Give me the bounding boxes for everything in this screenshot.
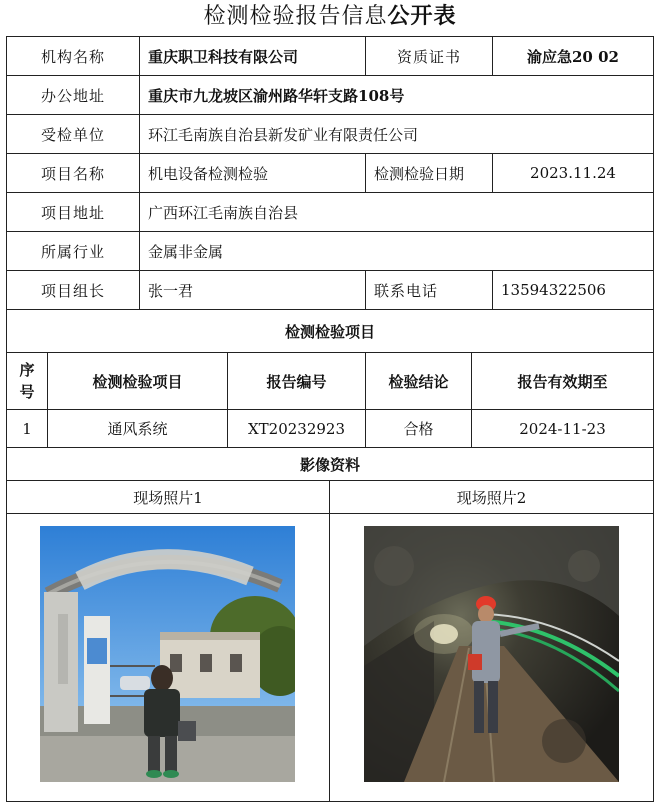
photos-section-title: 影像资料 <box>6 447 654 481</box>
col-header-valid: 报告有效期至 <box>471 352 654 410</box>
table-cell-report: XT20232923 <box>227 409 366 448</box>
phone-value: 13594322506 <box>492 270 654 310</box>
info-table <box>6 36 654 802</box>
col-header-no-1: 序 <box>19 361 35 379</box>
project-value: 机电设备检测检验 <box>139 153 366 193</box>
org-value: 重庆职卫科技有限公司 <box>139 36 366 76</box>
cert-label: 资质证书 <box>365 36 493 76</box>
phone-label: 联系电话 <box>365 270 493 310</box>
title-normal: 检测检验报告信息 <box>203 4 388 29</box>
leader-value: 张一君 <box>139 270 366 310</box>
col-header-conclusion: 检验结论 <box>365 352 472 410</box>
site-photo-2 <box>364 526 619 782</box>
project-label: 项目名称 <box>6 153 140 193</box>
leader-label: 项目组长 <box>6 270 140 310</box>
client-label: 受检单位 <box>6 114 140 154</box>
table-cell-valid: 2024-11-23 <box>471 409 654 448</box>
date-label: 检测检验日期 <box>365 153 493 193</box>
col-header-report: 报告编号 <box>227 352 366 410</box>
addr-label: 办公地址 <box>6 75 140 115</box>
photo2-label: 现场照片2 <box>329 480 654 514</box>
site-photo-1 <box>40 526 295 782</box>
col-header-no-2: 号 <box>19 383 35 401</box>
col-header-item: 检测检验项目 <box>47 352 228 410</box>
table-cell-no: 1 <box>6 409 48 448</box>
table-cell-conclusion: 合格 <box>365 409 472 448</box>
photo1-label: 现场照片1 <box>6 480 330 514</box>
site-value: 广西环江毛南族自治县 <box>139 192 654 232</box>
industry-label: 所属行业 <box>6 231 140 271</box>
items-section-title: 检测检验项目 <box>6 309 654 353</box>
table-cell-item: 通风系统 <box>47 409 228 448</box>
industry-value: 金属非金属 <box>139 231 654 271</box>
col-header-no <box>6 352 48 410</box>
org-label: 机构名称 <box>6 36 140 76</box>
title-bold: 公开表 <box>387 3 457 29</box>
addr-value: 重庆市九龙坡区渝州路华轩支路108号 <box>139 75 654 115</box>
page-title <box>0 0 660 34</box>
cert-value: 渝应急20 02 <box>492 36 654 76</box>
client-value: 环江毛南族自治县新发矿业有限责任公司 <box>139 114 654 154</box>
site-label: 项目地址 <box>6 192 140 232</box>
date-value: 2023.11.24 <box>492 153 654 193</box>
